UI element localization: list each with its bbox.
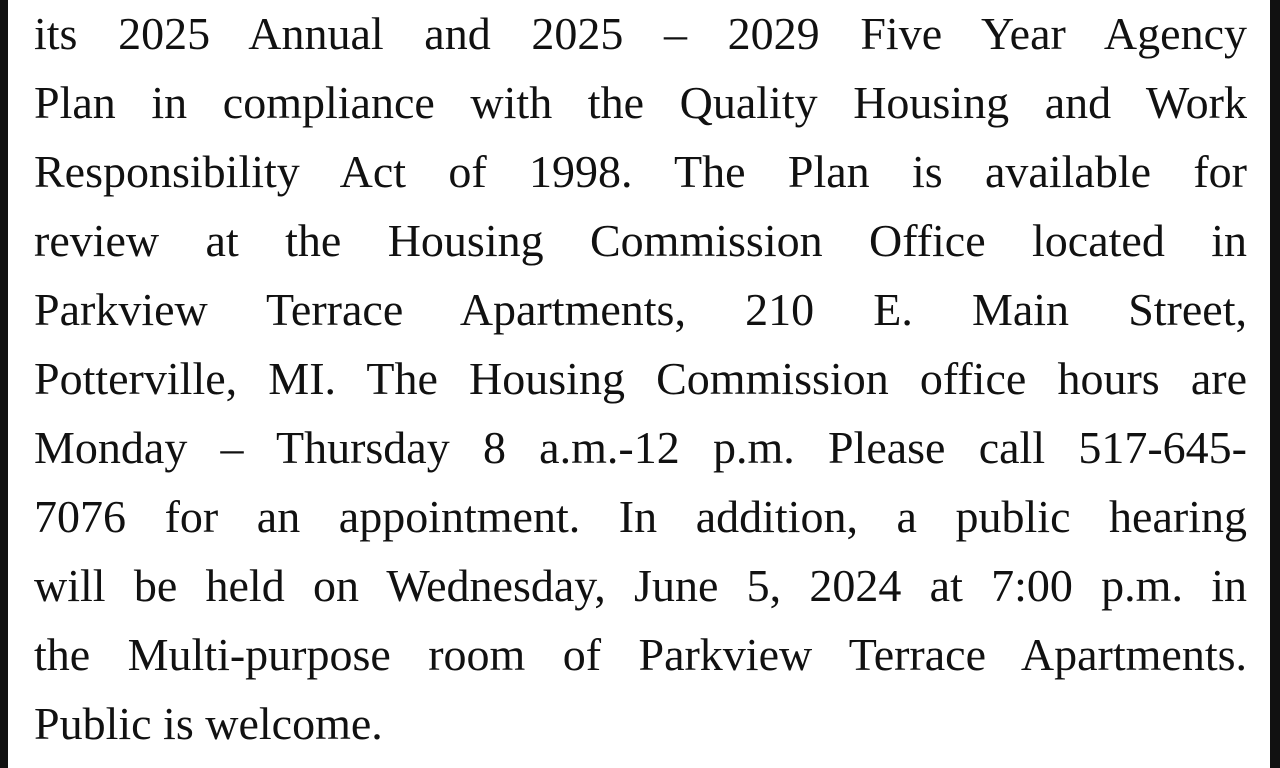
notice-line-11: Public is welcome. xyxy=(34,698,383,749)
notice-line-1: its 2025 Annual and 2025 – 2029 Five Year Agency xyxy=(34,8,1247,59)
notice-line-10: the Multi-purpose room of Parkview Terrace Apartments. xyxy=(34,629,1247,680)
notice-line-3: Responsibility Act of 1998. The Plan is available for xyxy=(34,146,1247,197)
notice-line-8: 7076 for an appointment. In addition, a public hearing xyxy=(34,491,1247,542)
notice-line-9: will be held on Wednesday, June 5, 2024 at 7:00 p.m. in xyxy=(34,560,1247,611)
right-border-rule xyxy=(1270,0,1280,768)
notice-line-6: Potterville, MI. The Housing Commission office hours are xyxy=(34,353,1247,404)
notice-line-7: Monday – Thursday 8 a.m.-12 p.m. Please call 517-645- xyxy=(34,422,1247,473)
notice-line-2: Plan in compliance with the Quality Housing and Work xyxy=(34,77,1247,128)
notice-line-5: Parkview Terrace Apartments, 210 E. Main Street, xyxy=(34,284,1247,335)
public-notice-text xyxy=(34,0,1247,758)
left-border-rule xyxy=(0,0,8,768)
notice-line-4: review at the Housing Commission Office located in xyxy=(34,215,1247,266)
